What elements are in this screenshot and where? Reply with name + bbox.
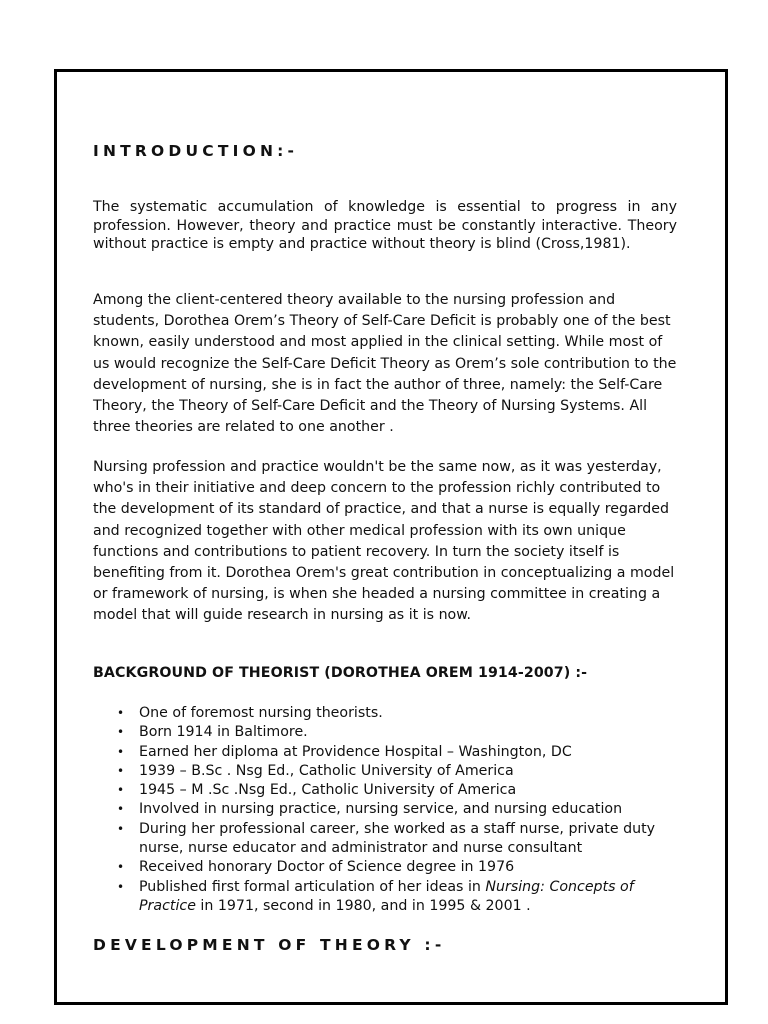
list-item-text: 1945 – M .Sc .Nsg Ed., Catholic University of America: [139, 782, 517, 799]
list-item: [117, 858, 677, 877]
bullet-icon: •: [117, 706, 125, 720]
list-item: [117, 800, 677, 819]
list-item: [117, 762, 677, 781]
development-heading: DEVELOPMENT OF THEORY :-: [93, 936, 446, 954]
list-item: [117, 820, 677, 859]
bullet-icon: •: [117, 802, 125, 817]
background-list: [93, 704, 677, 916]
list-item: [117, 743, 677, 762]
list-item-text: Received honorary Doctor of Science degree in 1976: [139, 859, 515, 876]
list-item-text: Born 1914 in Baltimore.: [139, 724, 308, 741]
bullet-icon: •: [117, 763, 125, 778]
list-item-text: [139, 879, 634, 914]
published-text-prefix: Published first formal articulation of her ideas in: [139, 878, 486, 895]
list-item-text: One of foremost nursing theorists.: [139, 705, 383, 721]
list-item: [117, 878, 677, 917]
list-item-text: During her professional career, she worked as a staff nurse, private duty nurse, nurse educator and administrator and nurse consultant: [139, 820, 656, 857]
list-item: [117, 723, 677, 742]
intro-paragraph-1: The systematic accumulation of knowledge is essential to progress in any profession. However, theory and practice must be constantly interactive. Theory without practice is empty and practice without theory is blind (Cross,1981).: [93, 199, 677, 253]
list-item-text: Earned her diploma at Providence Hospital – Washington, DC: [139, 743, 572, 760]
bullet-icon: •: [117, 744, 125, 759]
book-title: Nursing: Concepts of Practice: [139, 878, 634, 914]
bullet-icon: •: [117, 821, 125, 836]
list-item-text: 1939 – B.Sc . Nsg Ed., Catholic University of America: [139, 762, 514, 779]
background-heading: BACKGROUND OF THEORIST (DOROTHEA OREM 1914-2007) :-: [93, 665, 588, 681]
bullet-icon: •: [117, 725, 125, 740]
bullet-icon: •: [117, 879, 125, 894]
published-text-suffix: in 1971, second in 1980, and in 1995 & 2001 .: [195, 897, 531, 914]
list-item-text: Involved in nursing practice, nursing service, and nursing education: [139, 801, 623, 818]
bullet-icon: •: [117, 860, 125, 875]
list-item: [117, 781, 677, 800]
introduction-heading: INTRODUCTION:-: [93, 142, 299, 160]
intro-paragraph-2: Among the client-centered theory available to the nursing profession and students, Dorothea Orem’s Theory of Self-Care Deficit is probably one of the best known, easily understood and most applied in the clinical setting. While most of us would recognize the Self-Care Deficit Theory as Orem’s sole contribution to the development of nursing, she is in fact the author of three, namely: the Self-Care Theory, the Theory of Self-Care Deficit and the Theory of Nursing Systems. All three theories are related to one another .: [93, 292, 677, 436]
bullet-icon: •: [117, 783, 125, 798]
list-item: [117, 704, 677, 723]
intro-paragraph-3: Nursing profession and practice wouldn't be the same now, as it was yesterday, who's in their initiative and deep concern to the profession richly contributed to the development of its standard of practice, and that a nurse is equally regarded and recognized together with other medical profession with its own unique functions and contributions to patient recovery. In turn the society itself is benefiting from it. Dorothea Orem's great contribution in conceptualizing a model or framework of nursing, is when she headed a nursing committee in creating a model that will guide research in nursing as it is now.: [93, 459, 675, 624]
